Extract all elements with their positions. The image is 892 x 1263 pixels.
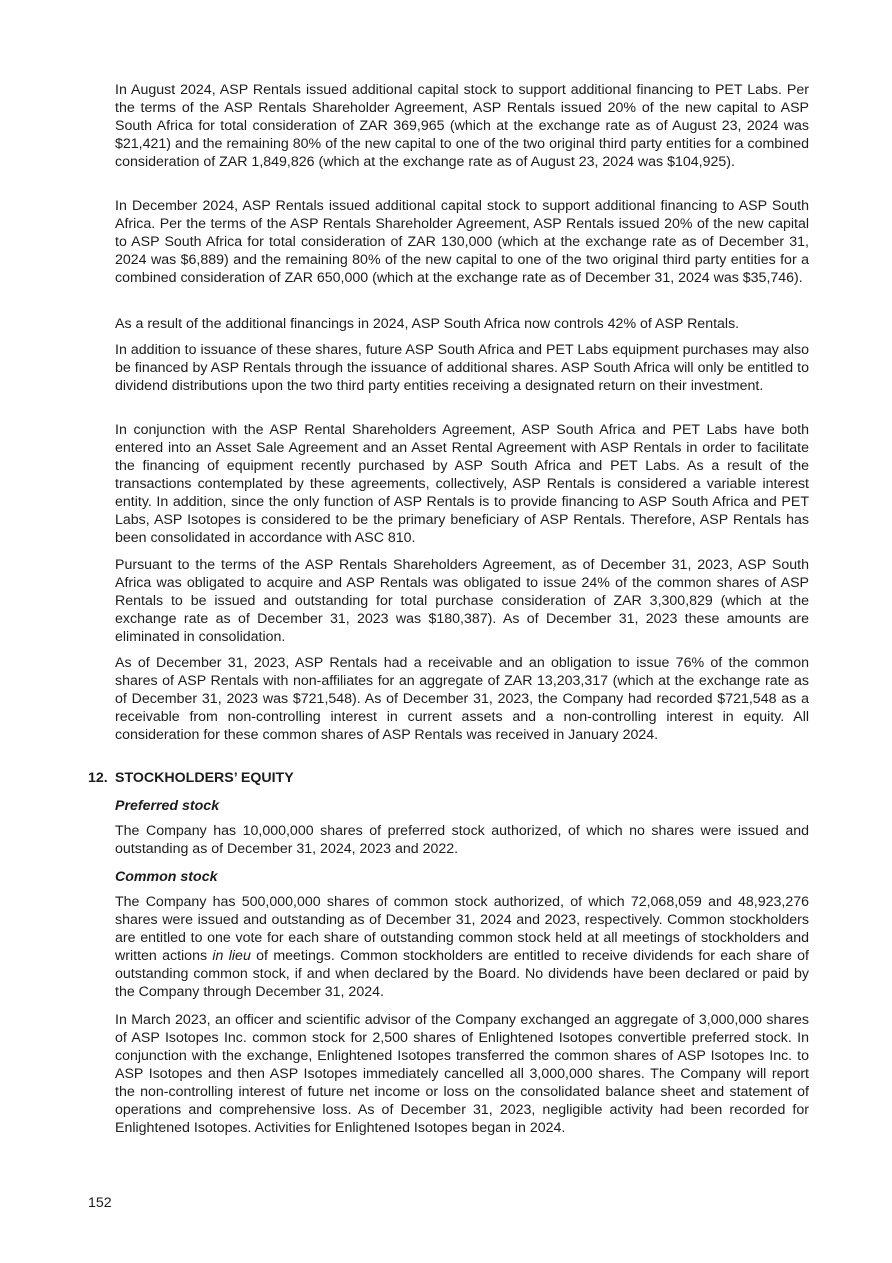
section-number: 12.	[88, 770, 108, 786]
intro-paragraph-1: In August 2024, ASP Rentals issued additional capital stock to support additional financing to PET Labs. Per the terms of the ASP Rentals Shareholder Agreement, ASP Rentals issued 20% of the new capital to ASP South Africa for total consideration of ZAR 369,965 (which at the exchange rate as of August 23, 2024 was $21,421) and the remaining 80% of the new capital to one of the two original third party entities for a combined consideration of ZAR 1,849,826 (which at the exchange rate as of August 23, 2024 was $104,925).	[115, 82, 809, 170]
common-stock-paragraph-1: The Company has 500,000,000 shares of common stock authorized, of which 72,068,059 and 48,923,276 shares were issued and outstanding as of December 31, 2024 and 2023, respectively. Common stockholders are entitled to one vote for each share of outstanding common stock held at all meetings of stockholders and written actions in lieu of meetings. Common stockholders are entitled to receive dividends for each share of outstanding common stock, if and when declared by the Board. No dividends have been declared or paid by the Company through December 31, 2024.	[115, 894, 809, 1000]
intro-paragraph-5: In conjunction with the ASP Rental Shareholders Agreement, ASP South Africa and PET Labs have both entered into an Asset Sale Agreement and an Asset Rental Agreement with ASP Rentals in order to facilitate the financing of equipment recently purchased by ASP South Africa and PET Labs. As a result of the transactions contemplated by these agreements, collectively, ASP Rentals is considered a variable interest entity. In addition, since the only function of ASP Rentals is to provide financing to ASP South Africa and PET Labs, ASP Isotopes is considered to be the primary beneficiary of ASP Rentals. Therefore, ASP Rentals has been consolidated in accordance with ASC 810.	[115, 422, 809, 546]
intro-paragraph-2: In December 2024, ASP Rentals issued additional capital stock to support additional financing to ASP South Africa. Per the terms of the ASP Rentals Shareholder Agreement, ASP Rentals issued 20% of the new capital to ASP South Africa for total consideration of ZAR 130,000 (which at the exchange rate as of December 31, 2024 was $6,889) and the remaining 80% of the new capital to one of the two original third party entities for a combined consideration of ZAR 650,000 (which at the exchange rate as of December 31, 2024 was $35,746).	[115, 198, 809, 286]
intro-paragraph-4: In addition to issuance of these shares, future ASP South Africa and PET Labs equipment purchases may also be financed by ASP Rentals through the issuance of additional shares. ASP South Africa will only be entitled to dividend distributions upon the two third party entities receiving a designated return on their investment.	[115, 342, 809, 394]
page-number: 152	[88, 1195, 112, 1211]
in-lieu-italic: in lieu	[212, 948, 251, 964]
preferred-stock-paragraph: The Company has 10,000,000 shares of preferred stock authorized, of which no shares were issued and outstanding as of December 31, 2024, 2023 and 2022.	[115, 823, 809, 857]
intro-paragraph-7: As of December 31, 2023, ASP Rentals had a receivable and an obligation to issue 76% of the common shares of ASP Rentals with non-affiliates for an aggregate of ZAR 13,203,317 (which at the exchange rate as of December 31, 2023 was $721,548). As of December 31, 2023, the Company had recorded $721,548 as a receivable from non-controlling interest in current assets and a non-controlling interest in equity. All consideration for these common shares of ASP Rentals was received in January 2024.	[115, 655, 809, 743]
preferred-stock-heading: Preferred stock	[115, 798, 220, 814]
common-stock-paragraph-2: In March 2023, an officer and scientific advisor of the Company exchanged an aggregate of 3,000,000 shares of ASP Isotopes Inc. common stock for 2,500 shares of Enlightened Isotopes convertible preferred stock. In conjunction with the exchange, Enlightened Isotopes transferred the common shares of ASP Isotopes Inc. to ASP Isotopes and then ASP Isotopes immediately cancelled all 3,000,000 shares. The Company will report the non-controlling interest of future net income or loss on the consolidated balance sheet and statement of operations and comprehensive loss. As of December 31, 2023, negligible activity had been recorded for Enlightened Isotopes. Activities for Enlightened Isotopes began in 2024.	[115, 1012, 809, 1136]
intro-paragraph-6: Pursuant to the terms of the ASP Rentals Shareholders Agreement, as of December 31, 2023, ASP South Africa was obligated to acquire and ASP Rentals was obligated to issue 24% of the common shares of ASP Rentals to be issued and outstanding for total purchase consideration of ZAR 3,300,829 (which at the exchange rate as of December 31, 2023 was $180,387). As of December 31, 2023 these amounts are eliminated in consolidation.	[115, 557, 809, 645]
section-heading	[88, 769, 808, 787]
intro-paragraph-3: As a result of the additional financings in 2024, ASP South Africa now controls 42% of ASP Rentals.	[115, 316, 740, 332]
section-title: STOCKHOLDERS’ EQUITY	[115, 770, 294, 786]
common-stock-heading: Common stock	[115, 869, 218, 885]
